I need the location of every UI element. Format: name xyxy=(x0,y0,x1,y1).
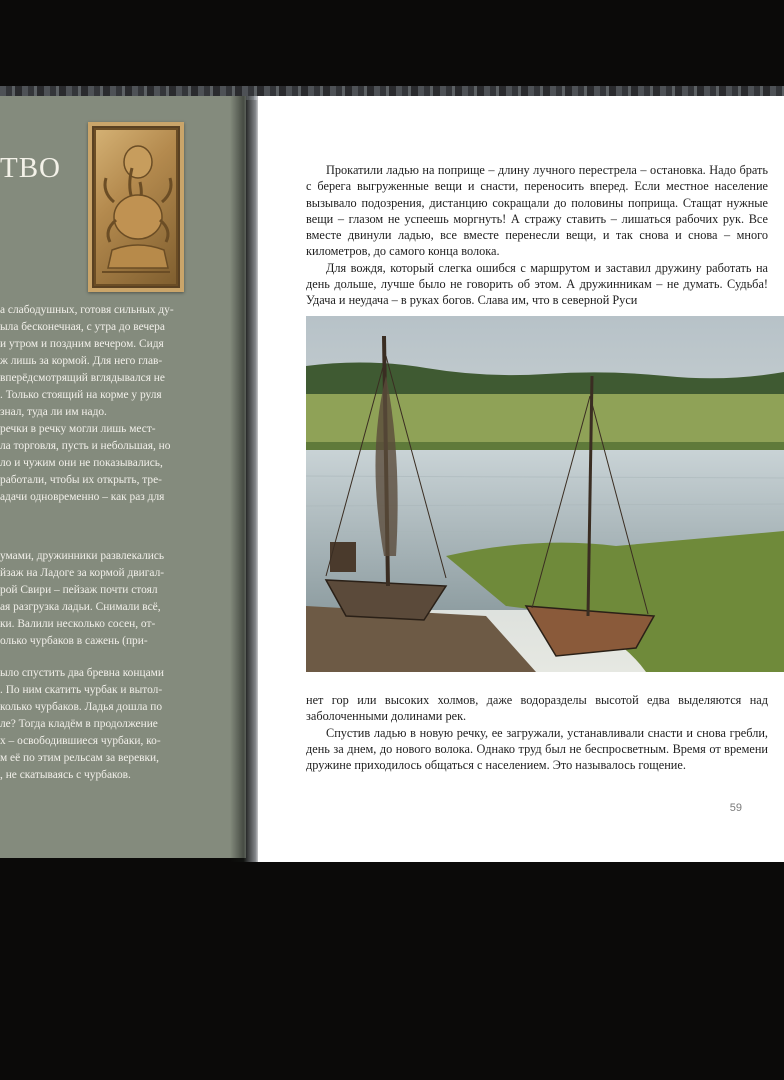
chapter-title-fragment: ТВО xyxy=(0,152,61,184)
left-line: м её по этим рельсам за веревки, xyxy=(0,752,159,764)
left-line: ки. Валили несколько сосен, от- xyxy=(0,618,156,630)
left-line: олько чурбаков в сажень (при- xyxy=(0,635,148,647)
left-line: знал, туда ли им надо. xyxy=(0,406,107,418)
paragraph: нет гор или высоких холмов, даже водоразделы высотой едва выделяются над заболоченными долинами рек. xyxy=(306,693,768,724)
left-line: ж лишь за кормой. Для него глав- xyxy=(0,355,163,367)
left-line: . По ним скатить чурбак и вытол- xyxy=(0,684,163,696)
deity-relief-icon xyxy=(88,122,184,292)
left-line: ла торговля, пусть и небольшая, но xyxy=(0,440,171,452)
river-boats-photo xyxy=(306,316,784,672)
right-bottom-text xyxy=(306,692,768,773)
left-line: речки в речку могли лишь мест- xyxy=(0,423,156,435)
left-line: х – освободившиеся чурбаки, ко- xyxy=(0,735,161,747)
left-line: йзаж на Ладоге за кормой двигал- xyxy=(0,567,165,579)
left-line: вперёдсмотрящий вглядывался не xyxy=(0,372,165,384)
left-line: ло и чужим они не показывались, xyxy=(0,457,163,469)
dark-background xyxy=(0,862,784,1080)
left-page-text xyxy=(0,302,184,784)
left-line: . Только стоящий на корме у руля xyxy=(0,389,162,401)
left-line: и утром и поздним вечером. Сидя xyxy=(0,338,164,350)
left-line: ле? Тогда кладём в продолжение xyxy=(0,718,158,730)
left-line: ыла бесконечная, с утра до вечера xyxy=(0,321,165,333)
left-line: адачи одновременно – как раз для xyxy=(0,491,165,503)
left-line: колько чурбаков. Ладья дошла по xyxy=(0,701,163,713)
left-line: рой Свири – пейзаж почти стоял xyxy=(0,584,158,596)
right-top-text xyxy=(306,162,768,309)
book-spine xyxy=(230,96,260,862)
paragraph: Спустив ладью в новую речку, ее загружали, устанавливали снасти и снова гребли, день за днем, до нового волока. Однако труд был не беспросветным. Время от времени дружине приходилось общаться с населением. Это называлось гощение. xyxy=(306,725,768,773)
left-line: а слабодушных, готовя сильных ду- xyxy=(0,304,174,316)
page-number: 59 xyxy=(729,802,742,814)
left-line: ая разгрузка ладьи. Снимали всё, xyxy=(0,601,161,613)
left-line: умами, дружинники развлекались xyxy=(0,550,165,562)
paragraph: Прокатили ладью на поприще – длину лучного перестрела – остановка. Надо брать с берега выгруженные вещи и снасти, переносить вперед. Если местное население вызывало подозрения, дистанцию сокращали до половины поприща. Стащат нужные вещи – глазом не успеешь моргнуть! А стражу ставить – лишаться рабочих рук. Все вместе двинули ладью, все вместе перенесли вещи, и так снова и снова – много километров, до самого конца волока. xyxy=(306,163,768,259)
carved-relief-image xyxy=(88,122,184,292)
left-line: ыло спустить два бревна концами xyxy=(0,667,164,679)
left-line: работали, чтобы их открыть, тре- xyxy=(0,474,162,486)
left-line: , не скатываясь с чурбаков. xyxy=(0,769,131,781)
right-page xyxy=(258,96,784,862)
paragraph: Для вождя, который слегка ошибся с маршрутом и заставил дружину работать на день дольше, лучше было не говорить об этом. А дружинникам – не думать. Судьба! Удача и неудача – в руках богов. Слава им, что в северной Руси xyxy=(306,260,768,308)
